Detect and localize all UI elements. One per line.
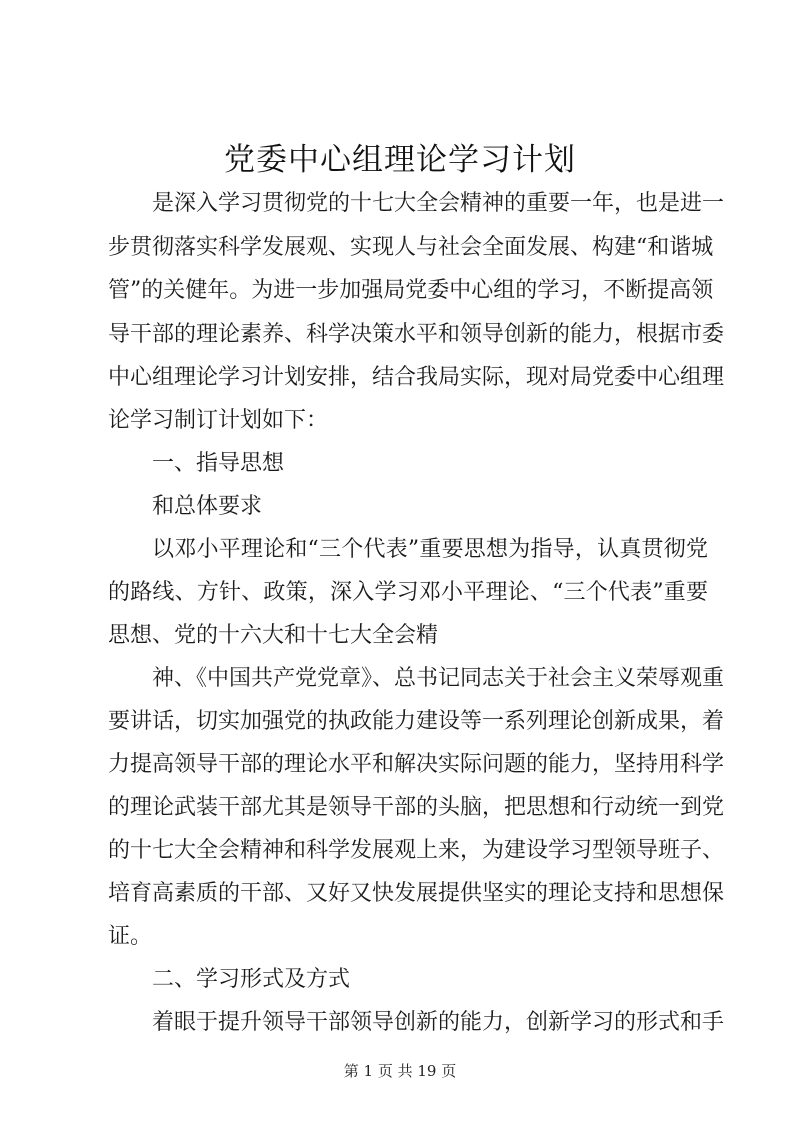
paragraph-line: 思想、党的十六大和十七大全会精 [108,623,439,648]
paragraph-line: 管”的关健年。为进一步加强局党委中心组的学习，不断提高领 [108,278,714,303]
section-heading: 二、学习形式及方式 [152,967,351,992]
paragraph-line: 以邓小平理论和“三个代表”重要思想为指导，认真贯彻党 [152,537,708,562]
paragraph-line: 论学习制订计划如下： [108,408,329,433]
paragraph-line: 证。 [108,924,153,949]
paragraph-line: 中心组理论学习计划安排，结合我局实际，现对局党委中心组理 [108,365,725,390]
document-title: 党委中心组理论学习计划 [224,142,576,178]
paragraph-line: 要讲话，切实加强党的执政能力建设等一系列理论创新成果，着 [108,709,725,734]
paragraph-line: 着眼于提升领导干部领导创新的能力，创新学习的形式和手 [152,1010,725,1035]
paragraph-line: 神、《中国共产党党章》、总书记同志关于社会主义荣辱观重 [152,666,725,691]
section-heading: 一、指导思想 [152,451,285,476]
paragraph-line: 步贯彻落实科学发展观、实现人与社会全面发展、构建“和谐城 [108,235,714,260]
paragraph-line: 的理论武装干部尤其是领导干部的头脑，把思想和行动统一到党 [108,795,725,820]
page-number-footer: 第 1 页 共 19 页 [343,1062,457,1080]
paragraph-line: 的十七大全会精神和科学发展观上来，为建设学习型领导班子、 [108,838,725,863]
paragraph-line: 培育高素质的干部、又好又快发展提供坚实的理论支持和思想保 [108,881,725,906]
paragraph-line: 导干部的理论素养、科学决策水平和领导创新的能力，根据市委 [108,322,725,347]
section-heading-continued: 和总体要求 [152,494,263,519]
paragraph-line: 力提高领导干部的理论水平和解决实际问题的能力，坚持用科学 [108,752,725,777]
paragraph-line: 的路线、方针、政策，深入学习邓小平理论、“三个代表”重要 [108,580,708,605]
paragraph-line: 是深入学习贯彻党的十七大全会精神的重要一年，也是进一 [152,191,725,216]
